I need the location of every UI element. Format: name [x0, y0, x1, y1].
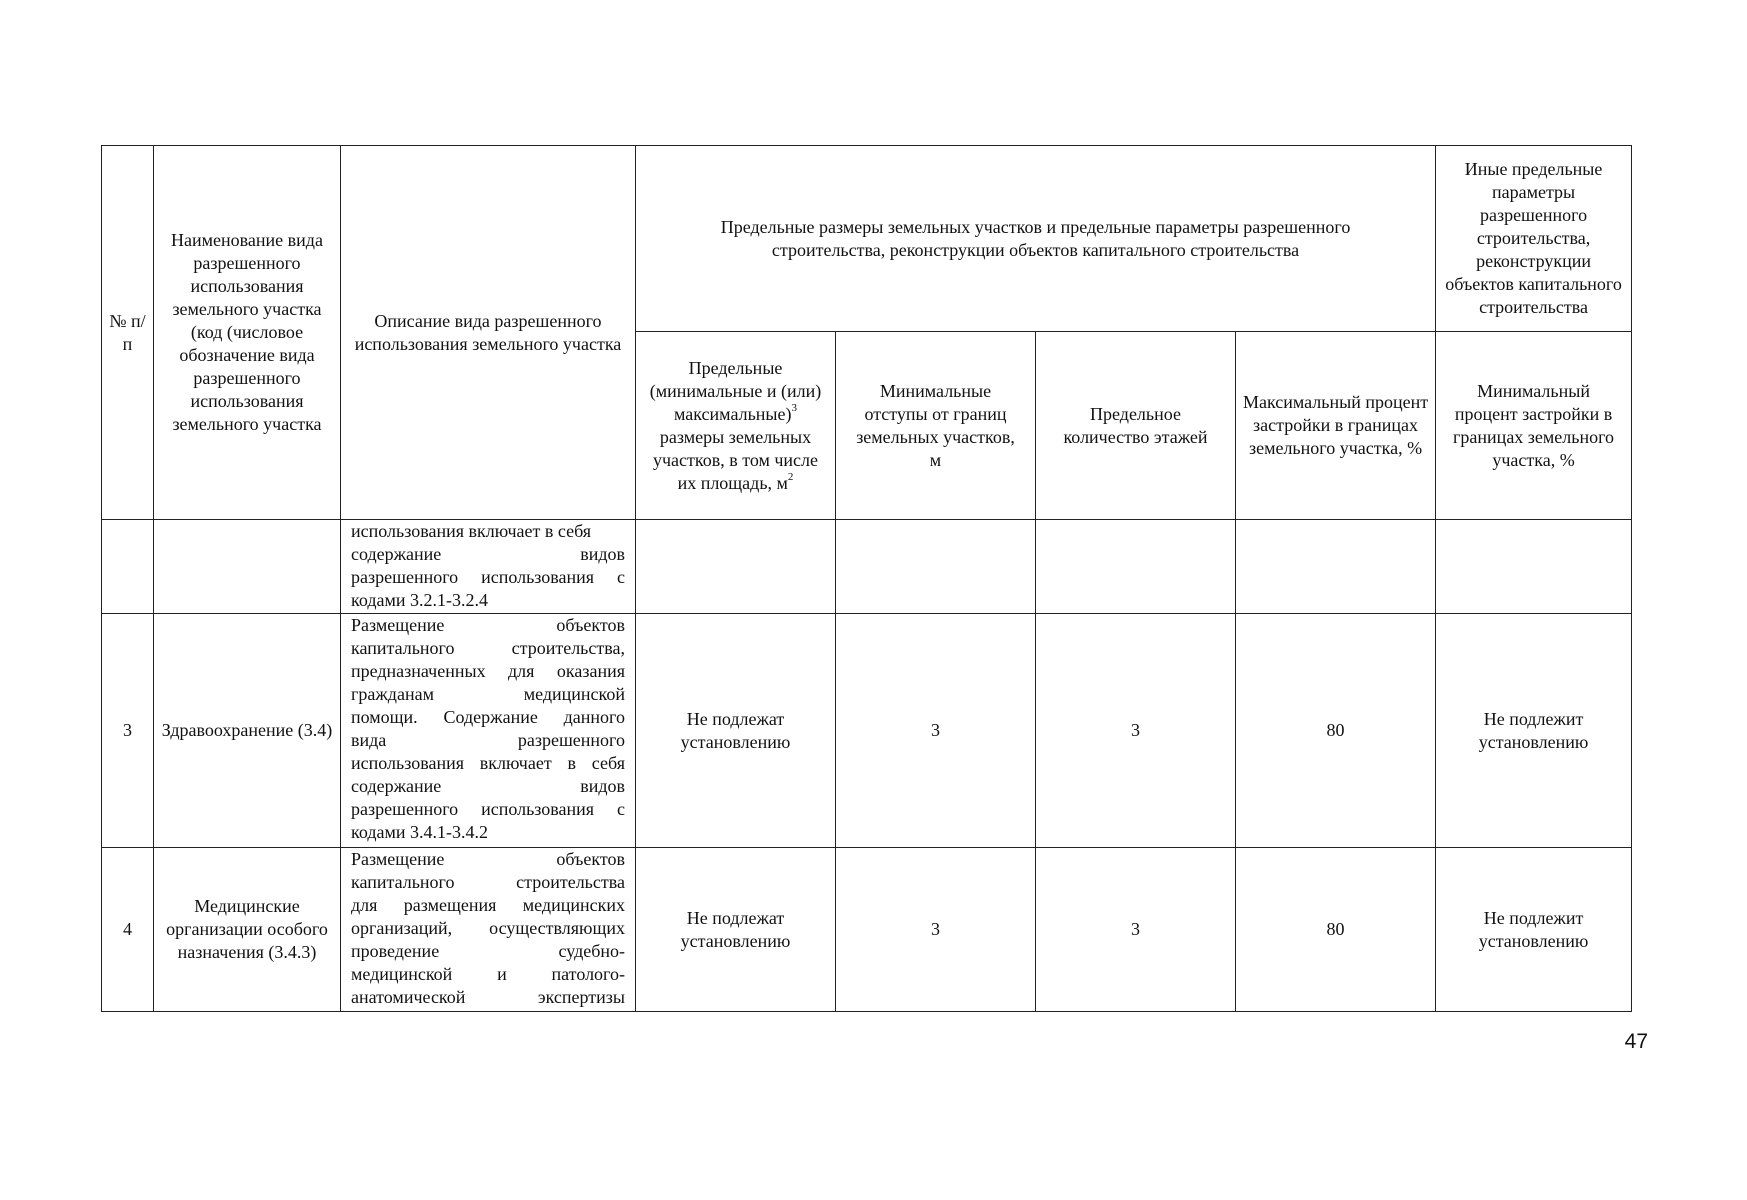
row-name	[154, 520, 341, 614]
desc-line: организаций, осуществляющих	[351, 918, 625, 938]
row-sizes	[636, 520, 836, 614]
desc-line: Размещение объектов	[351, 615, 625, 635]
desc-line: предназначенных для оказания	[351, 661, 625, 681]
desc-line: вида разрешенного	[351, 730, 625, 750]
row-max-coverage: 80	[1236, 614, 1436, 848]
page-number: 47	[1624, 1030, 1648, 1053]
row-sizes: Не подлежат установлению	[636, 614, 836, 848]
desc-line: содержание видов	[351, 544, 625, 564]
header-limits-group: Предельные размеры земельных участков и предельные параметры разрешенного строительства, реконструкции объектов капитального строительства	[636, 146, 1436, 332]
desc-line: для размещения медицинских	[351, 895, 625, 915]
row-max-coverage: 80	[1236, 848, 1436, 1012]
row-description	[341, 848, 636, 1012]
row-description	[341, 614, 636, 848]
desc-line: гражданам медицинской	[351, 684, 625, 704]
header-sizes-text-2: размеры земельных участков, в том числе их площадь, м	[652, 426, 819, 493]
desc-line: содержание видов	[351, 776, 625, 796]
desc-line: использования включает в себя	[351, 753, 625, 773]
row-description	[341, 520, 636, 614]
row-sizes: Не подлежат установлению	[636, 848, 836, 1012]
header-min-coverage: Минимальный процент застройки в границах земельного участка, %	[1436, 332, 1632, 520]
row-setbacks: 3	[836, 848, 1036, 1012]
desc-line: Размещение объектов	[351, 849, 625, 869]
desc-line: использования включает в себя	[351, 521, 592, 541]
row-setbacks: 3	[836, 614, 1036, 848]
desc-line: капитального строительства,	[351, 638, 625, 658]
row-floors: 3	[1036, 848, 1236, 1012]
desc-line: капитального строительства	[351, 872, 625, 892]
row-num	[102, 520, 154, 614]
land-use-parameters-table	[101, 145, 1632, 1012]
desc-line: разрешенного использования с	[351, 799, 625, 819]
desc-line: медицинской и патолого-	[351, 964, 625, 984]
table-row	[102, 614, 1632, 848]
header-sizes	[636, 332, 836, 520]
row-name: Здравоохранение (3.4)	[154, 614, 341, 848]
desc-line: кодами 3.4.1-3.4.2	[351, 822, 488, 842]
row-min-coverage: Не подлежит установлению	[1436, 848, 1632, 1012]
header-sizes-text: Предельные (минимальные и (или) максимальные)	[649, 357, 822, 424]
table-row	[102, 848, 1632, 1012]
footnote-ref: 3	[791, 401, 797, 414]
row-min-coverage: Не подлежит установлению	[1436, 614, 1632, 848]
desc-line: проведение судебно-	[351, 941, 625, 961]
header-description: Описание вида разрешенного использования земельного участка	[341, 146, 636, 520]
header-num: № п/п	[102, 146, 154, 520]
row-min-coverage	[1436, 520, 1632, 614]
desc-line: кодами 3.2.1-3.2.4	[351, 590, 488, 610]
header-floors: Предельное количество этажей	[1036, 332, 1236, 520]
unit-superscript: 2	[787, 470, 794, 483]
header-setbacks: Минимальные отступы от границ земельных участков, м	[836, 332, 1036, 520]
row-num: 4	[102, 848, 154, 1012]
desc-line: разрешенного использования с	[351, 567, 625, 587]
row-floors: 3	[1036, 614, 1236, 848]
row-setbacks	[836, 520, 1036, 614]
header-row-1	[102, 146, 1632, 332]
row-num: 3	[102, 614, 154, 848]
table-row	[102, 520, 1632, 614]
row-max-coverage	[1236, 520, 1436, 614]
header-max-coverage: Максимальный процент застройки в границах земельного участка, %	[1236, 332, 1436, 520]
desc-line: помощи. Содержание данного	[351, 707, 625, 727]
header-other-group: Иные предельные параметры разрешенного строительства, реконструкции объектов капитального строительства	[1436, 146, 1632, 332]
desc-line: анатомической экспертизы	[351, 987, 625, 1007]
header-name: Наименование вида разрешенного использования земельного участка (код (числовое обозначение вида разрешенного использования земельного участка	[154, 146, 341, 520]
row-floors	[1036, 520, 1236, 614]
row-name: Медицинские организации особого назначения (3.4.3)	[154, 848, 341, 1012]
